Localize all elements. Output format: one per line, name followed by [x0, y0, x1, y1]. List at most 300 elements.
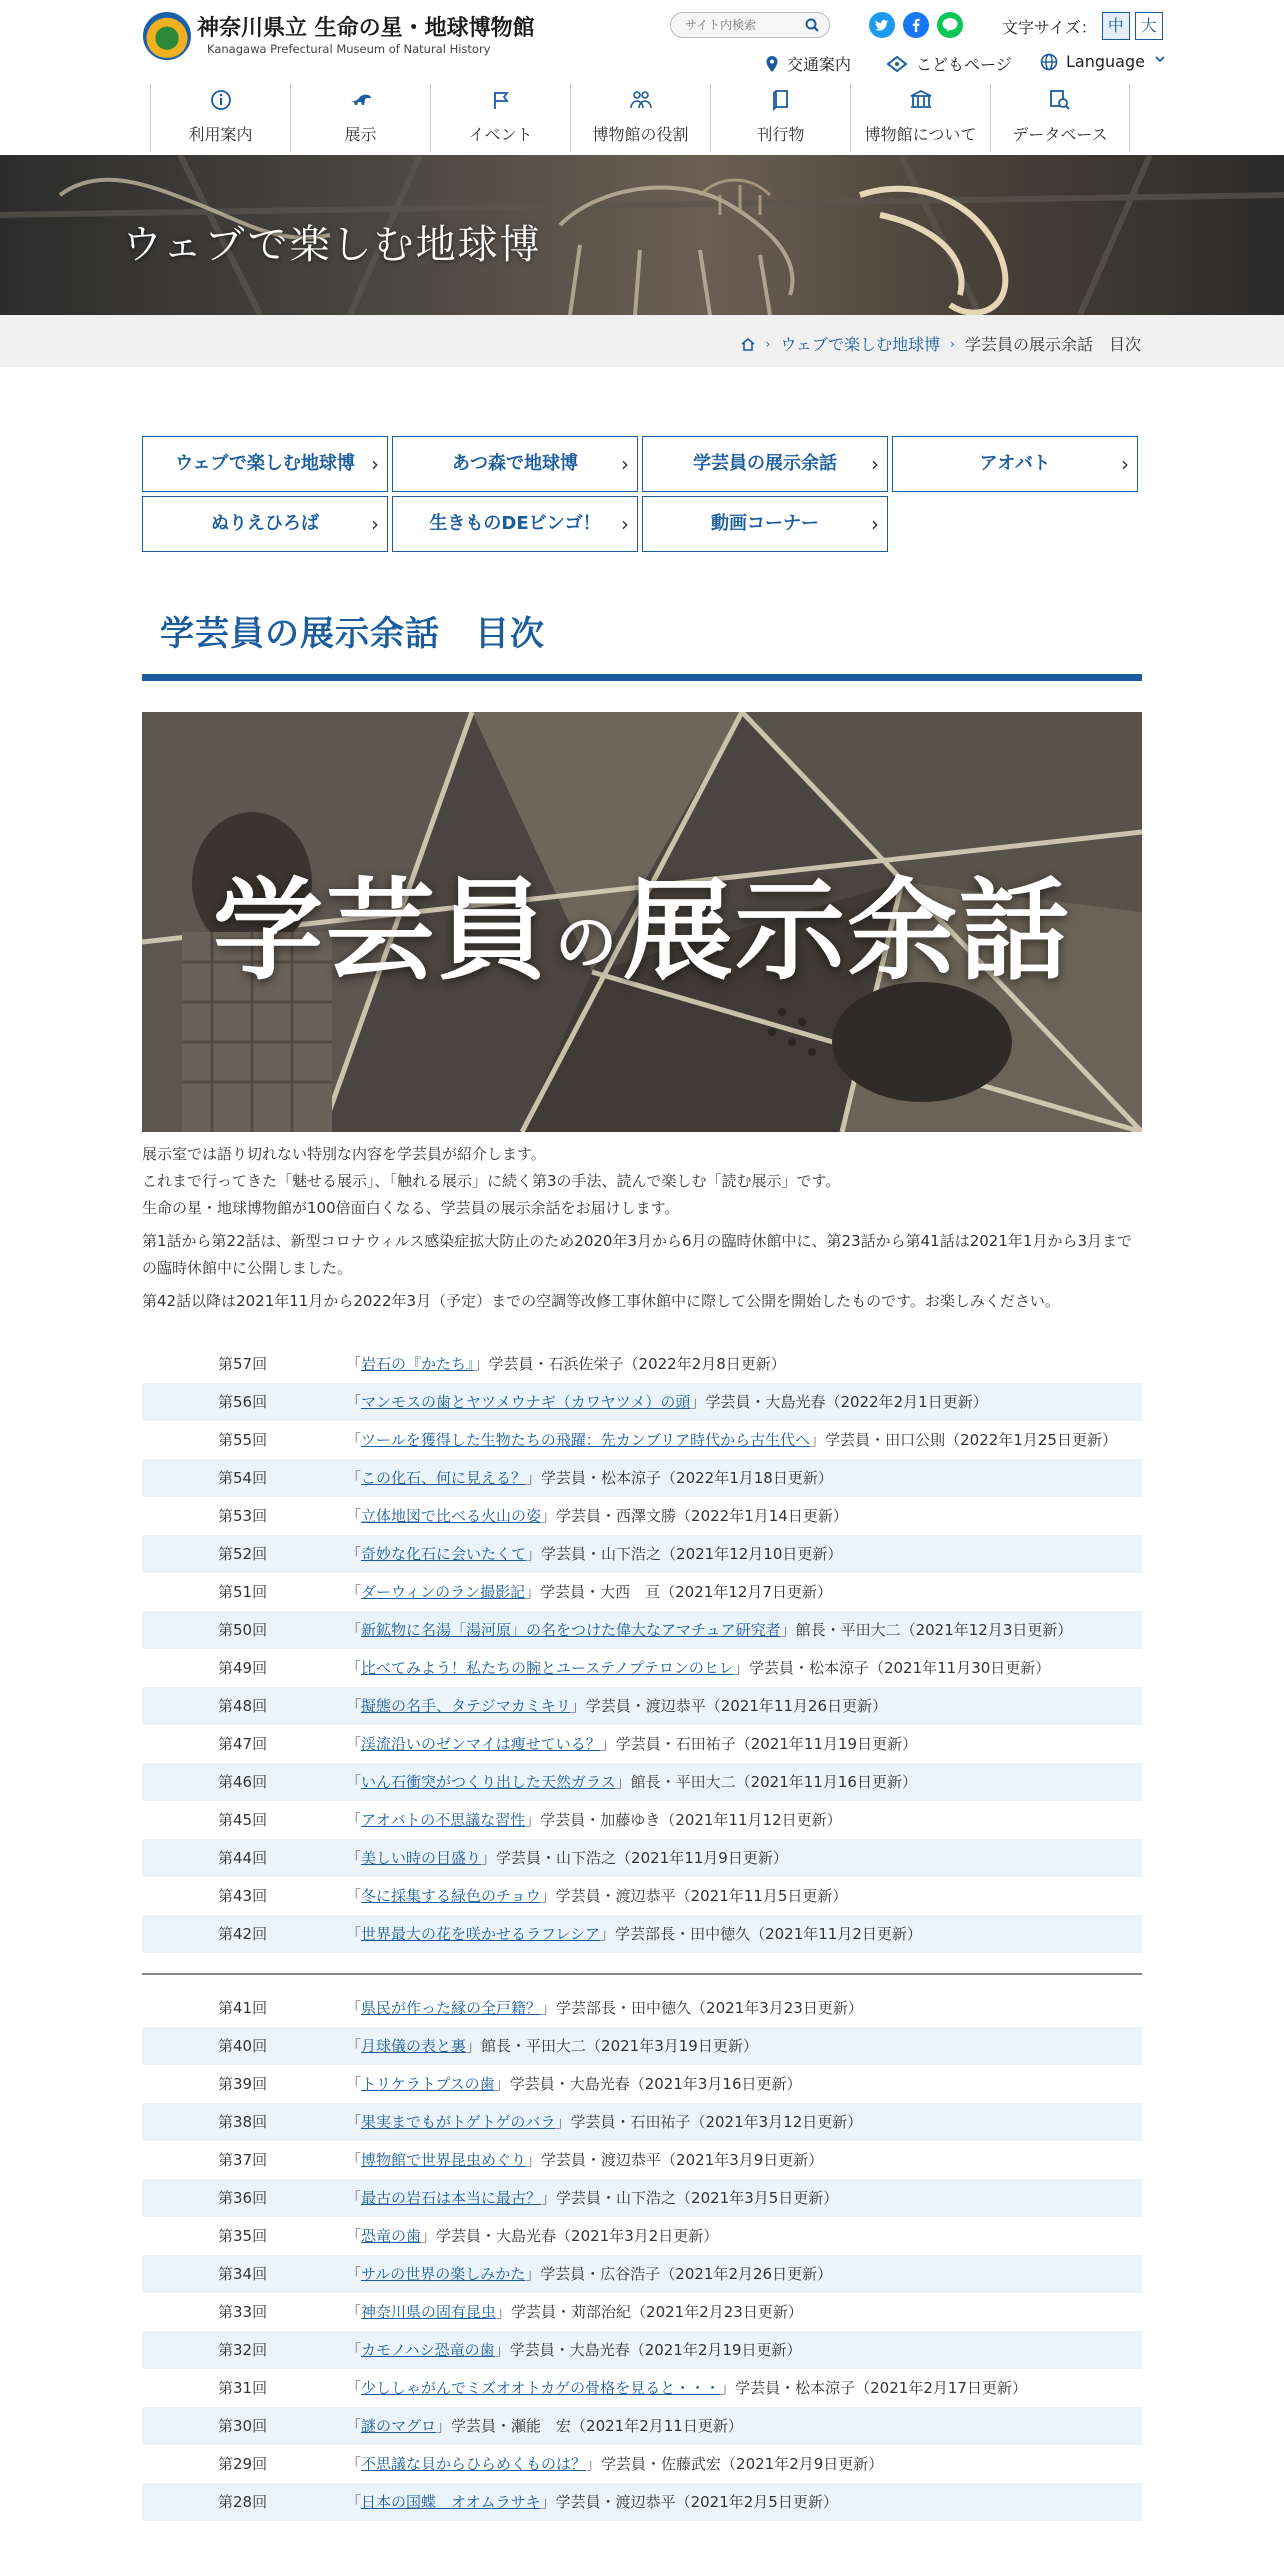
- episode-author: 学芸員・石田祐子（2021年11月19日更新）: [615, 1735, 918, 1753]
- breadcrumb: [740, 332, 1141, 355]
- dinosaur-icon: [348, 88, 374, 112]
- quote-open: 「: [346, 2265, 362, 2283]
- episode-author: 学芸員・渡辺恭平（2021年2月5日更新）: [555, 2493, 838, 2511]
- episode-link[interactable]: 日本の国蝶 オオムラサキ: [361, 2493, 541, 2511]
- episode-group-recent: [142, 1345, 1142, 1953]
- episode-body: [346, 1352, 1136, 1376]
- nav-events-label: イベント: [468, 125, 533, 144]
- nav-roles-label: 博物館の役割: [592, 125, 689, 144]
- quote-close: 」: [570, 1697, 586, 1715]
- global-nav: [150, 84, 1130, 152]
- site-search: [670, 12, 830, 38]
- episode-author: 学芸員・渡辺恭平（2021年11月5日更新）: [555, 1887, 848, 1905]
- episode-link[interactable]: 擬態の名手、タテジマカミキリ: [361, 1697, 571, 1715]
- episode-link[interactable]: 立体地図で比べる火山の姿: [361, 1507, 542, 1525]
- museum-logo-icon: [143, 12, 191, 60]
- episode-author: 学芸員・佐藤武宏（2021年2月9日更新）: [601, 2455, 884, 2473]
- quote-open: 「: [346, 1849, 362, 1867]
- quote-close: 」: [733, 1659, 749, 1677]
- episode-row: [142, 1725, 1142, 1763]
- quote-close: 」: [421, 2227, 437, 2245]
- episode-link[interactable]: 神奈川県の固有昆虫: [361, 2303, 497, 2321]
- episode-author: 学芸員・山下浩之（2021年12月10日更新）: [541, 1545, 843, 1563]
- breadcrumb-parent-link[interactable]: ウェブで楽しむ地球博: [780, 335, 941, 354]
- site-header: [0, 0, 1284, 155]
- episode-body: [346, 1996, 1136, 2020]
- chevron-down-icon: [1155, 55, 1165, 63]
- episode-row: [142, 1421, 1142, 1459]
- quote-close: 」: [525, 1583, 541, 1601]
- episode-row: [142, 1687, 1142, 1725]
- font-size-large-button[interactable]: 大: [1135, 12, 1163, 40]
- subnav-video[interactable]: [642, 496, 888, 552]
- line-icon[interactable]: [937, 12, 963, 38]
- quote-open: 「: [346, 2493, 362, 2511]
- episode-number: 第37回: [218, 2151, 268, 2169]
- quote-open: 「: [346, 1507, 362, 1525]
- episode-body: [346, 1390, 1136, 1414]
- subnav-bingo[interactable]: [392, 496, 638, 552]
- quote-close: 」: [481, 1849, 497, 1867]
- quote-close: 」: [541, 1507, 557, 1525]
- chevron-right-icon: ›: [765, 336, 771, 351]
- episode-body: [346, 2148, 1136, 2172]
- episode-body: [346, 1580, 1136, 1604]
- subnav-label: ウェブで楽しむ地球博: [175, 453, 355, 474]
- episode-row: [142, 1839, 1142, 1877]
- chevron-right-icon: ›: [871, 452, 879, 476]
- episode-author: 館長・平田大二（2021年3月19日更新）: [481, 2037, 758, 2055]
- episode-link[interactable]: 恐竜の歯: [361, 2227, 422, 2245]
- quote-close: 」: [690, 1393, 706, 1411]
- episode-link[interactable]: 県民が作った縁の全戸籍？: [361, 1999, 542, 2017]
- episode-author: 学芸部長・田中徳久（2021年3月23日更新）: [556, 1999, 863, 2017]
- episode-row: [142, 1573, 1142, 1611]
- episode-author: 学芸員・大島光春（2022年2月1日更新）: [705, 1393, 988, 1411]
- subnav-label: 学芸員の展示余話: [693, 453, 837, 474]
- episode-row: [142, 2065, 1142, 2103]
- nav-database-label: データベース: [1012, 125, 1108, 144]
- episode-row: [142, 2293, 1142, 2331]
- quote-close: 」: [526, 1545, 542, 1563]
- episode-row: [142, 2369, 1142, 2407]
- episode-row: [142, 1611, 1142, 1649]
- episode-number: 第36回: [218, 2189, 268, 2207]
- episode-body: [346, 1770, 1136, 1794]
- episode-row: [142, 2407, 1142, 2445]
- episode-body: [346, 1656, 1136, 1680]
- episode-author: 学芸員・山下浩之（2021年11月9日更新）: [496, 1849, 788, 1867]
- home-icon[interactable]: [740, 336, 756, 352]
- quote-open: 「: [346, 2075, 362, 2093]
- breadcrumb-bar: [0, 315, 1284, 367]
- quote-open: 「: [346, 1925, 362, 1943]
- feature-title-part3: 展示余話: [623, 866, 1071, 995]
- episode-body: [346, 1884, 1136, 1908]
- episode-number: 第43回: [218, 1887, 268, 1905]
- quote-open: 「: [346, 1773, 362, 1791]
- quote-close: 」: [526, 1469, 542, 1487]
- episode-number: 第57回: [218, 1355, 268, 1373]
- episode-link[interactable]: 奇妙な化石に会いたくて: [361, 1545, 527, 1563]
- quote-close: 」: [496, 2303, 512, 2321]
- quote-close: 」: [525, 2265, 541, 2283]
- episode-number: 第38回: [218, 2113, 268, 2131]
- quote-open: 「: [346, 1697, 362, 1715]
- episode-number: 第42回: [218, 1925, 268, 1943]
- quote-open: 「: [346, 2189, 362, 2207]
- episode-author: 学芸員・大島光春（2021年3月2日更新）: [436, 2227, 719, 2245]
- episode-author: 学芸員・石田祐子（2021年3月12日更新）: [570, 2113, 863, 2131]
- kids-page-link[interactable]: [886, 52, 1012, 75]
- intro-line: これまで行ってきた「魅せる展示」、「触れる展示」に続く第3の手法、読んで楽しむ「読む展示」です。: [142, 1172, 841, 1190]
- kids-page-label: こどもページ: [916, 55, 1012, 74]
- map-pin-icon: [765, 55, 779, 73]
- chevron-right-icon: ›: [371, 512, 379, 536]
- subnav-label: あつ森で地球博: [452, 453, 578, 474]
- quote-close: 」: [720, 2379, 736, 2397]
- episode-link[interactable]: 新鉱物に名湯「湯河原」の名をつけた偉大なアマチュア研究者: [361, 1621, 781, 1639]
- episode-number: 第41回: [218, 1999, 268, 2017]
- quote-close: 」: [436, 2417, 452, 2435]
- episode-link[interactable]: 果実までもがトゲトゲのバラ: [361, 2113, 556, 2131]
- nav-events[interactable]: [430, 84, 570, 152]
- episode-row: [142, 2445, 1142, 2483]
- episode-row: [142, 1459, 1142, 1497]
- episode-link[interactable]: ツールを獲得した生物たちの飛躍：先カンブリア時代から古生代へ: [361, 1431, 811, 1449]
- quote-open: 「: [346, 1811, 362, 1829]
- intro-line: 第1話から第22話は、新型コロナウィルス感染症拡大防止のため2020年3月から6月の臨時休館中に、第23話から第41話は2021年1月から3月までの臨時休館中に公開しました。: [142, 1232, 1132, 1277]
- episode-author: 学芸員・瀬能 宏（2021年2月11日更新）: [451, 2417, 743, 2435]
- quote-open: 「: [346, 1545, 362, 1563]
- search-icon[interactable]: [805, 18, 819, 32]
- quote-open: 「: [346, 2417, 362, 2435]
- quote-close: 」: [494, 2341, 510, 2359]
- feature-title-part1: 学芸員: [212, 866, 549, 995]
- episode-author: 学芸員・田口公則（2022年1月25日更新）: [825, 1431, 1117, 1449]
- intro-text: [142, 1141, 1142, 1315]
- book-icon: [768, 88, 794, 112]
- episode-body: [346, 1428, 1136, 1452]
- episode-body: [346, 1846, 1136, 1870]
- episode-author: 学芸員・松本涼子（2021年11月30日更新）: [748, 1659, 1051, 1677]
- font-size-switcher: [1002, 12, 1163, 40]
- intro-line: 生命の星・地球博物館が100倍面白くなる、学芸員の展示余話をお届けします。: [142, 1199, 680, 1217]
- quote-open: 「: [346, 2037, 362, 2055]
- feature-title-part2: の: [554, 905, 617, 979]
- feature-title: [142, 712, 1142, 1132]
- quote-close: 」: [540, 2493, 556, 2511]
- episode-row: [142, 2483, 1142, 2521]
- subnav-label: 動画コーナー: [711, 513, 819, 534]
- episode-row: [142, 1383, 1142, 1421]
- episode-author: 学芸員・西澤文勝（2022年1月14日更新）: [556, 1507, 848, 1525]
- episode-link[interactable]: カモノハシ恐竜の歯: [361, 2341, 495, 2359]
- quote-close: 」: [494, 2075, 510, 2093]
- feature-image: [142, 712, 1142, 1132]
- episode-number: 第34回: [218, 2265, 268, 2283]
- episode-body: [346, 1618, 1136, 1642]
- episode-link[interactable]: 世界最大の花を咲かせるラフレシア: [361, 1925, 601, 1943]
- episode-number: 第46回: [218, 1773, 268, 1791]
- subnav-label: 生きものDEビンゴ！: [429, 513, 601, 534]
- episode-row: [142, 2027, 1142, 2065]
- episode-row: [142, 2141, 1142, 2179]
- nav-roles[interactable]: [570, 84, 710, 152]
- quote-close: 」: [526, 2151, 542, 2169]
- language-label: Language: [1066, 52, 1145, 71]
- episode-row: [142, 2217, 1142, 2255]
- episode-number: 第53回: [218, 1507, 268, 1525]
- site-logo[interactable]: [143, 12, 535, 60]
- quote-close: 」: [540, 1887, 556, 1905]
- quote-open: 「: [346, 1621, 362, 1639]
- subnav-label: アオバト: [979, 453, 1051, 474]
- episode-link[interactable]: 美しい時の目盛り: [361, 1849, 482, 1867]
- episode-author: 学芸員・石浜佐栄子（2022年2月8日更新）: [488, 1355, 786, 1373]
- episode-number: 第32回: [218, 2341, 268, 2359]
- quote-open: 「: [346, 2227, 362, 2245]
- event-flag-icon: [488, 88, 514, 112]
- episode-link[interactable]: いん石衝突がつくり出した天然ガラス: [361, 1773, 616, 1791]
- quote-open: 「: [346, 2113, 362, 2131]
- quote-open: 「: [346, 1469, 362, 1487]
- episode-body: [346, 2490, 1136, 2514]
- episode-row: [142, 1345, 1142, 1383]
- episode-number: 第54回: [218, 1469, 268, 1487]
- episode-number: 第52回: [218, 1545, 268, 1563]
- episode-author: 学芸員・大西 亘（2021年12月7日更新）: [540, 1583, 832, 1601]
- episode-author: 館長・平田大二（2021年11月16日更新）: [630, 1773, 917, 1791]
- quote-close: 」: [780, 1621, 796, 1639]
- episode-row: [142, 1497, 1142, 1535]
- episode-number: 第47回: [218, 1735, 268, 1753]
- episode-number: 第31回: [218, 2379, 268, 2397]
- episode-link[interactable]: サルの世界の楽しみかた: [361, 2265, 526, 2283]
- twitter-icon[interactable]: [869, 12, 895, 38]
- logo-title-en: Kanagawa Prefectural Museum of Natural History: [207, 42, 491, 56]
- episode-author: 学芸部長・田中徳久（2021年11月2日更新）: [615, 1925, 922, 1943]
- quote-close: 」: [541, 1999, 557, 2017]
- nav-guide[interactable]: [150, 84, 290, 152]
- language-selector[interactable]: [1040, 52, 1173, 71]
- episode-link[interactable]: 比べてみよう！私たちの腕とユーステノプテロンのヒレ: [361, 1659, 734, 1677]
- quote-open: 「: [346, 1583, 362, 1601]
- hero-title: ウェブで楽しむ地球博: [122, 222, 542, 268]
- episode-body: [346, 2034, 1136, 2058]
- episode-author: 学芸員・大島光春（2021年3月16日更新）: [509, 2075, 802, 2093]
- episode-body: [346, 2224, 1136, 2248]
- episode-body: [346, 1732, 1136, 1756]
- episode-link[interactable]: 不思議な貝からひらめくものは？: [361, 2455, 587, 2473]
- quote-open: 「: [346, 2151, 362, 2169]
- episode-author: 学芸員・広谷浩子（2021年2月26日更新）: [540, 2265, 833, 2283]
- episode-link[interactable]: トリケラトプスの歯: [361, 2075, 495, 2093]
- episode-row: [142, 1763, 1142, 1801]
- quote-open: 「: [346, 2455, 362, 2473]
- episode-body: [346, 2186, 1136, 2210]
- episode-body: [346, 2110, 1136, 2134]
- nav-database[interactable]: [990, 84, 1130, 152]
- episode-author: 館長・平田大二（2021年12月3日更新）: [795, 1621, 1073, 1639]
- episode-body: [346, 1504, 1136, 1528]
- episode-link[interactable]: 岩石の『かたち』: [361, 1355, 474, 1373]
- episode-number: 第44回: [218, 1849, 268, 1867]
- chevron-right-icon: ›: [621, 452, 629, 476]
- episode-row: [142, 2103, 1142, 2141]
- episode-row: [142, 1535, 1142, 1573]
- nav-publications[interactable]: [710, 84, 850, 152]
- kids-icon: [886, 55, 908, 73]
- episode-body: [346, 1694, 1136, 1718]
- font-size-medium-button[interactable]: 中: [1102, 12, 1130, 40]
- nav-exhibits-label: 展示: [344, 125, 377, 144]
- episode-link[interactable]: アオバトの不思議な習性: [361, 1811, 526, 1829]
- subnav-aobato[interactable]: [892, 436, 1138, 492]
- episode-number: 第48回: [218, 1697, 268, 1715]
- episode-body: [346, 2262, 1136, 2286]
- nav-about-label: 博物館について: [864, 125, 977, 144]
- episode-link[interactable]: 少ししゃがんでミズオオトカゲの骨格を見ると・・・: [361, 2379, 721, 2397]
- quote-close: 」: [810, 1431, 826, 1449]
- breadcrumb-current: 学芸員の展示余話 目次: [964, 335, 1141, 354]
- hero-banner: [0, 155, 1284, 315]
- episode-author: 学芸員・山下浩之（2021年3月5日更新）: [556, 2189, 839, 2207]
- episode-author: 学芸員・松本涼子（2022年1月18日更新）: [541, 1469, 833, 1487]
- font-size-label: 文字サイズ：: [1002, 17, 1097, 37]
- nav-about[interactable]: [850, 84, 990, 152]
- nav-publications-label: 刊行物: [756, 125, 805, 144]
- episode-list: [142, 1345, 1142, 2521]
- episode-row: [142, 2255, 1142, 2293]
- quote-open: 「: [346, 1887, 362, 1905]
- globe-icon: [1040, 53, 1058, 71]
- episode-row: [142, 2331, 1142, 2369]
- episode-body: [346, 1542, 1136, 1566]
- title-underline: [142, 674, 1142, 681]
- episode-body: [346, 2300, 1136, 2324]
- episode-link[interactable]: ダーウィンのラン撮影記: [361, 1583, 526, 1601]
- subnav-atsumori[interactable]: [392, 436, 638, 492]
- quote-close: 」: [466, 2037, 482, 2055]
- quote-close: 」: [586, 2455, 602, 2473]
- episode-number: 第55回: [218, 1431, 268, 1449]
- group-divider: [142, 1973, 1142, 1975]
- episode-row: [142, 1649, 1142, 1687]
- subnav-coloring[interactable]: [142, 496, 388, 552]
- quote-close: 」: [555, 2113, 571, 2131]
- subnav-web-chikyuhaku[interactable]: [142, 436, 388, 492]
- episode-link[interactable]: 月球儀の表と裏: [361, 2037, 467, 2055]
- episode-author: 学芸員・松本涼子（2021年2月17日更新）: [735, 2379, 1027, 2397]
- episode-body: [346, 1466, 1136, 1490]
- episode-number: 第56回: [218, 1393, 268, 1411]
- nav-exhibits[interactable]: [290, 84, 430, 152]
- episode-row: [142, 1915, 1142, 1953]
- episode-link[interactable]: 冬に採集する緑色のチョウ: [361, 1887, 541, 1905]
- logo-text: [197, 16, 535, 56]
- episode-body: [346, 1808, 1136, 1832]
- episode-link[interactable]: 博物館で世界昆虫めぐり: [361, 2151, 527, 2169]
- episode-number: 第45回: [218, 1811, 268, 1829]
- quote-open: 「: [346, 1735, 362, 1753]
- episode-author: 学芸員・渡辺恭平（2021年3月9日更新）: [541, 2151, 824, 2169]
- quote-open: 「: [346, 2379, 362, 2397]
- episode-row: [142, 1801, 1142, 1839]
- episode-number: 第40回: [218, 2037, 268, 2055]
- episode-link[interactable]: この化石、何に見える？: [361, 1469, 527, 1487]
- episode-number: 第33回: [218, 2303, 268, 2321]
- quote-close: 」: [473, 1355, 489, 1373]
- intro-line: 展示室では語り切れない特別な内容を学芸員が紹介します。: [142, 1145, 546, 1163]
- access-link-label: 交通案内: [787, 55, 852, 74]
- episode-number: 第35回: [218, 2227, 268, 2245]
- quote-open: 「: [346, 2341, 362, 2359]
- quote-open: 「: [346, 1999, 362, 2017]
- episode-body: [346, 2072, 1136, 2096]
- info-icon: [208, 88, 234, 112]
- quote-open: 「: [346, 1431, 362, 1449]
- facebook-icon[interactable]: [903, 12, 929, 38]
- episode-link[interactable]: 最古の岩石は本当に最古？: [361, 2189, 542, 2207]
- people-icon: [628, 88, 654, 112]
- episode-number: 第51回: [218, 1583, 268, 1601]
- quote-close: 」: [600, 1735, 616, 1753]
- quote-open: 「: [346, 1393, 362, 1411]
- nav-guide-label: 利用案内: [188, 125, 253, 144]
- episode-author: 学芸員・大島光春（2021年2月19日更新）: [509, 2341, 802, 2359]
- episode-body: [346, 2414, 1136, 2438]
- episode-body: [346, 2452, 1136, 2476]
- search-input[interactable]: [685, 13, 805, 37]
- chevron-right-icon: ›: [371, 452, 379, 476]
- episode-number: 第50回: [218, 1621, 268, 1639]
- episode-number: 第39回: [218, 2075, 268, 2093]
- quote-close: 」: [615, 1773, 631, 1791]
- quote-close: 」: [541, 2189, 557, 2207]
- database-search-icon: [1047, 88, 1073, 112]
- episode-link[interactable]: 渓流沿いのゼンマイは痩せている？: [361, 1735, 601, 1753]
- chevron-right-icon: ›: [950, 336, 955, 351]
- episode-author: 学芸員・加藤ゆき（2021年11月12日更新）: [540, 1811, 842, 1829]
- chevron-right-icon: ›: [1121, 452, 1129, 476]
- quote-open: 「: [346, 2303, 362, 2321]
- episode-body: [346, 2338, 1136, 2362]
- subnav-label: ぬりえひろば: [211, 513, 319, 534]
- quote-open: 「: [346, 1659, 362, 1677]
- subnav-curator-stories[interactable]: [642, 436, 888, 492]
- chevron-right-icon: ›: [871, 512, 879, 536]
- episode-body: [346, 2376, 1136, 2400]
- episode-link[interactable]: 謎のマグロ: [361, 2417, 437, 2435]
- episode-author: 学芸員・渡辺恭平（2021年11月26日更新）: [585, 1697, 888, 1715]
- page-title: 学芸員の展示余話 目次: [160, 614, 545, 654]
- episode-number: 第28回: [218, 2493, 268, 2511]
- episode-row: [142, 1877, 1142, 1915]
- episode-body: [346, 1922, 1136, 1946]
- episode-row: [142, 2179, 1142, 2217]
- access-link[interactable]: [765, 52, 851, 75]
- episode-link[interactable]: マンモスの歯とヤツメウナギ（カワヤツメ）の頭: [361, 1393, 691, 1411]
- chevron-right-icon: ›: [621, 512, 629, 536]
- episode-group-2021: [142, 1989, 1142, 2521]
- quote-open: 「: [346, 1355, 362, 1373]
- quote-close: 」: [525, 1811, 541, 1829]
- episode-number: 第30回: [218, 2417, 268, 2435]
- intro-line: 第42話以降は2021年11月から2022年3月（予定）までの空調等改修工事休館中に際して公開を開始したものです。お楽しみください。: [142, 1292, 1060, 1310]
- episode-number: 第49回: [218, 1659, 268, 1677]
- episode-row: [142, 1989, 1142, 2027]
